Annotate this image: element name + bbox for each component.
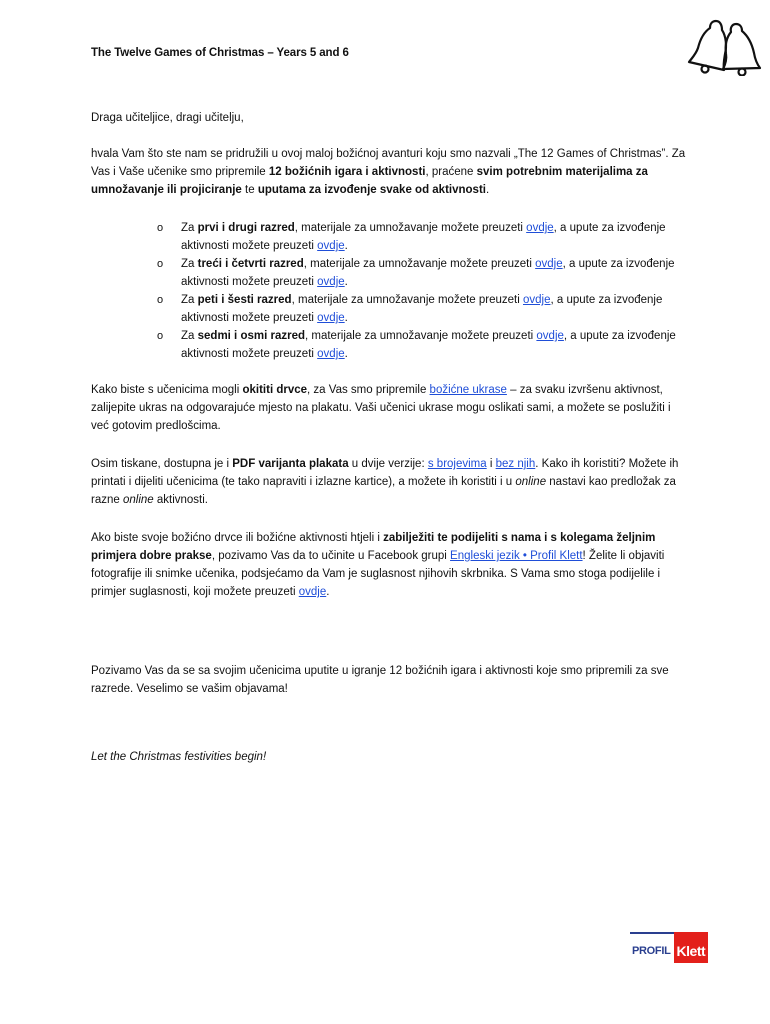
logo-klett-text: Klett <box>674 932 709 963</box>
grade-list <box>157 219 677 363</box>
without-numbers-link[interactable]: bez njih <box>495 458 536 470</box>
bullet-icon: o <box>157 258 164 270</box>
facebook-group-link[interactable]: Engleski jezik • Profil Klett <box>450 550 583 562</box>
closing-line: Let the Christmas festivities begin! <box>91 751 267 763</box>
intro-paragraph: hvala Vam što ste nam se pridružili u ovoj maloj božićnoj avanturi koju smo nazvali „The 12 Games of Christmas”. Za Vas i Vaše učenike smo pripremile 12 božićnih igara i aktivnosti, praćene svim potrebnim materijalima za umnožavanje ili projiciranje te uputama za izvođenje svake od aktivnosti. <box>91 148 686 196</box>
share-paragraph: Ako biste svoje božićno drvce ili božićne aktivnosti htjeli i zabilježiti te podijeliti s nama i s kolegama željnim primjera dobre prakse, pozivamo Vas da to učinite u Facebook grupi Engleski jezik • Profil Klett! Želite li objaviti fotografije ili snimke učenika, podsjećamo da Vam je suglasnost njihovih skrbnika. S Vama smo stoga podijelile i primjer suglasnosti, koji možete preuzeti ovdje. <box>91 532 665 598</box>
instructions-link[interactable]: ovdje <box>317 276 345 288</box>
document-title: The Twelve Games of Christmas – Years 5 and 6 <box>91 47 349 59</box>
list-item: o Za peti i šesti razred, materijale za umnožavanje možete preuzeti ovdje, a upute za izvođenje aktivnosti možete preuzeti ovdje. <box>157 291 677 327</box>
instructions-link[interactable]: ovdje <box>317 240 345 252</box>
pdf-paragraph: Osim tiskane, dostupna je i PDF varijanta plakata u dvije verzije: s brojevima i bez njih. Kako ih koristiti? Možete ih printati i dijeliti učenicima (te tako napraviti i izlazne kartice), a možete ih koristiti i u online nastavi kao predložak za razne online aktivnosti. <box>91 458 679 506</box>
bullet-icon: o <box>157 330 164 342</box>
decorations-paragraph: Kako biste s učenicima mogli okititi drvce, za Vas smo pripremile božićne ukrase – za svaku izvršenu aktivnost, zalijepite ukras na odgovarajuće mjesto na plakatu. Vaši učenici ukrase mogu oslikati sami, a možete se poslužiti i već gotovim predlošcima. <box>91 384 671 432</box>
materials-link[interactable]: ovdje <box>526 222 554 234</box>
bullet-icon: o <box>157 294 164 306</box>
greeting: Draga učiteljice, dragi učitelju, <box>91 112 244 124</box>
with-numbers-link[interactable]: s brojevima <box>427 458 487 470</box>
logo-profil-text: PROFIL <box>630 932 674 963</box>
materials-link[interactable]: ovdje <box>523 294 551 306</box>
list-item: o Za treći i četvrti razred, materijale za umnožavanje možete preuzeti ovdje, a upute za izvođenje aktivnosti možete preuzeti ovdje. <box>157 255 677 291</box>
bullet-icon: o <box>157 222 164 234</box>
profil-klett-logo <box>630 932 708 963</box>
instructions-link[interactable]: ovdje <box>317 348 345 360</box>
instructions-link[interactable]: ovdje <box>317 312 345 324</box>
bells-icon <box>686 16 764 76</box>
decorations-link[interactable]: božićne ukrase <box>429 384 507 396</box>
materials-link[interactable]: ovdje <box>535 258 563 270</box>
list-item: o Za prvi i drugi razred, materijale za umnožavanje možete preuzeti ovdje, a upute za izvođenje aktivnosti možete preuzeti ovdje. <box>157 219 677 255</box>
materials-link[interactable]: ovdje <box>536 330 564 342</box>
invite-paragraph: Pozivamo Vas da se sa svojim učenicima uputite u igranje 12 božićnih igara i aktivnosti koje smo pripremili za sve razrede. Veselimo se vašim objavama! <box>91 665 669 695</box>
list-item: o Za sedmi i osmi razred, materijale za umnožavanje možete preuzeti ovdje, a upute za izvođenje aktivnosti možete preuzeti ovdje. <box>157 327 677 363</box>
consent-form-link[interactable]: ovdje <box>298 586 327 598</box>
